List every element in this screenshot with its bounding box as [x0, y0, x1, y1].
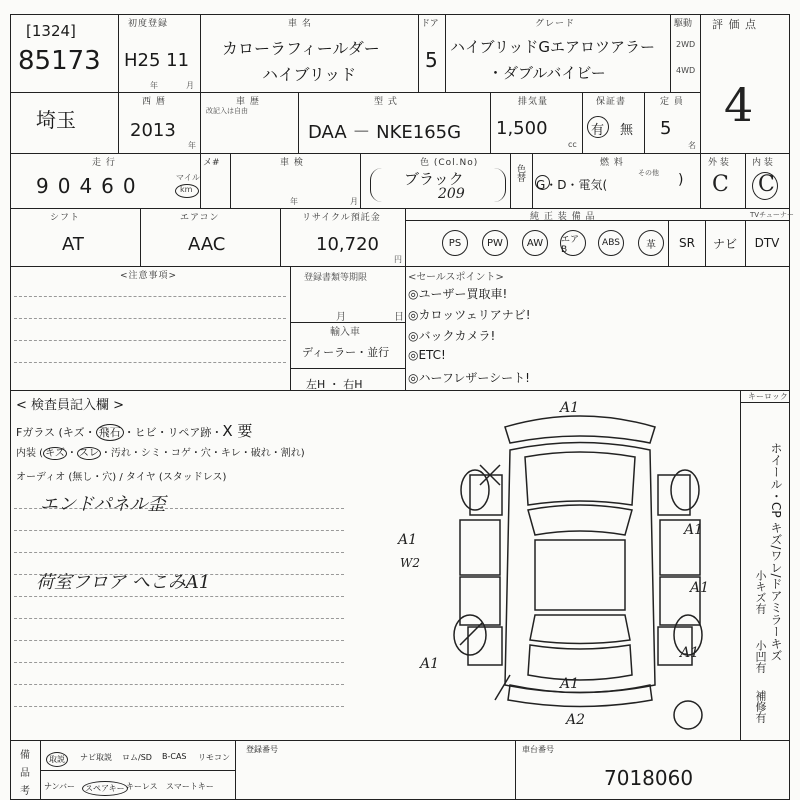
- rear-window: [530, 615, 630, 644]
- roof: [535, 540, 625, 610]
- interior-scratch: キズ: [45, 448, 65, 459]
- damage-mark: A1: [398, 532, 418, 548]
- equip-pw: PW: [482, 230, 508, 256]
- first-reg-value: H25 11: [124, 50, 190, 71]
- col-line: [200, 14, 201, 92]
- handwritten-note-2: 荷室フロア へこみA1: [36, 572, 211, 593]
- caution-label: <注意事項>: [120, 271, 178, 281]
- car-name-line2: ハイブリッド: [262, 65, 357, 84]
- col-line: [700, 153, 701, 208]
- col-line: [290, 266, 291, 390]
- damage-mark: A1: [560, 400, 580, 416]
- rating-label: 評 価 点: [712, 18, 757, 31]
- rule-line: [14, 640, 344, 641]
- grade-label: グレード: [535, 19, 576, 29]
- windshield: [528, 505, 632, 535]
- footer-label-a: 備: [20, 750, 30, 761]
- tire-spare: [674, 701, 702, 729]
- insp-tsuki: 月: [350, 197, 358, 206]
- model-label: 型 式: [374, 97, 398, 107]
- interior-rest: ・汚れ・シミ・コゲ・穴・キレ・破れ・割れ): [100, 448, 305, 459]
- key-lock-label: キーロック: [748, 392, 788, 401]
- footer-spare-key: スペアキー: [82, 781, 128, 796]
- fuel-g-circle: [535, 175, 550, 190]
- col-line: [745, 153, 746, 208]
- tire-front-right: [671, 470, 699, 510]
- col-line: [745, 220, 746, 266]
- sales-point: ◎ハーフレザーシート!: [408, 371, 530, 385]
- rule-line: [14, 706, 344, 707]
- chassis-number: 7018060: [604, 766, 694, 790]
- drive-2wd: 2WD: [676, 40, 696, 49]
- fuel-close: ): [678, 172, 684, 188]
- seireki-nen: 年: [188, 141, 196, 150]
- damage-mark: A1: [690, 580, 710, 596]
- car-body: [505, 443, 655, 693]
- exterior-label: 外 装: [708, 158, 729, 168]
- car-diagram: [440, 395, 730, 740]
- footer-label-b: 品: [20, 768, 30, 779]
- equip-aw: AW: [522, 230, 548, 256]
- color-paren: [370, 168, 506, 202]
- footer-rom-sd: ロム/SD: [122, 753, 152, 762]
- chassis-label: 車台番号: [522, 745, 554, 754]
- row-line: [10, 740, 790, 741]
- color-number: 209: [438, 186, 465, 202]
- front-bumper: [505, 416, 655, 443]
- seireki-value: 2013: [130, 120, 176, 141]
- rule-line: [14, 340, 286, 341]
- interior-sep: ・: [66, 448, 77, 459]
- mileage-unit-mile: マイル: [176, 173, 200, 182]
- dealer-option: ディーラー・並行: [302, 346, 390, 359]
- fglass-a: Fガラス (キズ・: [16, 426, 96, 439]
- col-line: [230, 153, 231, 208]
- capacity-value: 5: [660, 118, 672, 139]
- col-line: [235, 740, 236, 800]
- footer-label-c: 考: [20, 786, 30, 797]
- col-line: [118, 92, 119, 153]
- ac-value: AAC: [188, 234, 226, 255]
- drive-label: 駆動: [674, 19, 693, 29]
- footer-remote: リモコン: [198, 753, 230, 762]
- lot-number: [1324]: [26, 22, 76, 40]
- model-value: DAA － NKE165G: [308, 122, 462, 143]
- cc-label: 排気量: [518, 97, 549, 107]
- capacity-label: 定 員: [660, 97, 684, 107]
- inspector-title: < 検査員記入欄 >: [16, 398, 125, 413]
- sales-point: ◎ETC!: [408, 348, 446, 362]
- cc-unit: cc: [568, 140, 577, 149]
- damage-mark: W2: [400, 556, 420, 570]
- col-line: [532, 153, 533, 208]
- interior-a: 内装 (: [16, 448, 44, 459]
- car-name-label: 車 名: [288, 19, 312, 29]
- equip-dtv: DTV: [754, 236, 780, 250]
- rule-line: [14, 530, 344, 531]
- equip-abs: ABS: [598, 230, 624, 256]
- col-line: [490, 92, 491, 153]
- fglass-line: [16, 420, 252, 441]
- col-line: [280, 208, 281, 266]
- iro-label: 色替: [515, 164, 525, 182]
- damage-mark: A1: [560, 676, 580, 692]
- col-line: [405, 208, 406, 266]
- interior-circle: [752, 172, 778, 200]
- fglass-chip: 飛石: [96, 424, 124, 441]
- left-fender: [470, 475, 502, 515]
- shift-label: シフト: [50, 213, 81, 223]
- color-value: ブラック: [404, 170, 464, 188]
- rule-line: [14, 362, 286, 363]
- col-line: [510, 153, 511, 208]
- equip-label: 純 正 装 備 品: [530, 212, 596, 222]
- row-line: [10, 266, 790, 267]
- sales-point: ◎ユーザー買取車!: [408, 287, 508, 301]
- inspection-label: 車 検: [280, 158, 304, 168]
- rear-deck: [528, 645, 632, 680]
- col-line: [582, 92, 583, 153]
- row-line: [10, 153, 790, 154]
- color-label: 色 (Col.No): [420, 158, 479, 168]
- interior-rub: スレ: [78, 448, 99, 459]
- doors-value: 5: [425, 48, 438, 72]
- col-line: [445, 14, 446, 92]
- side-note-text: ホイール・CP キズ/ワレ/ドアミラーキズ: [769, 442, 783, 662]
- row-line: [290, 368, 405, 369]
- grade-line1: ハイブリッドGエアロツアラー: [450, 38, 655, 56]
- col-line: [705, 220, 706, 266]
- hood: [525, 452, 635, 505]
- recycle-unit: 円: [394, 255, 402, 264]
- recycle-label: リサイクル預託金: [302, 213, 381, 223]
- row-line: [40, 770, 235, 771]
- damage-mark: A2: [566, 712, 586, 728]
- rule-line: [14, 596, 344, 597]
- month-label: 月: [186, 81, 194, 90]
- col-line: [140, 208, 141, 266]
- col-line: [670, 14, 671, 92]
- fglass-need: X 要: [222, 422, 253, 440]
- equip-navi: ナビ: [712, 236, 737, 251]
- footer-keyless: キーレス: [126, 782, 158, 791]
- col-line: [644, 92, 645, 153]
- sales-point: ◎バックカメラ!: [408, 329, 496, 343]
- col-line: [405, 266, 406, 390]
- fuel-value: G・D・電気(: [536, 178, 608, 192]
- doors-label: ドア: [421, 19, 439, 29]
- footer-navi-manual: ナビ取説: [80, 753, 112, 762]
- damage-mark: A1: [420, 656, 440, 672]
- year-label: 年: [150, 81, 158, 90]
- warranty-yes: 有: [591, 123, 605, 138]
- side-note-small-scratch: 小キズ有: [754, 570, 767, 614]
- rule-line: [14, 684, 344, 685]
- equip-leather: 革: [638, 230, 664, 256]
- col-line: [298, 92, 299, 153]
- rule-line: [14, 662, 344, 663]
- fuel-label: 燃 料: [600, 158, 624, 168]
- footer-manual: 取説: [46, 752, 68, 767]
- mileage-label: 走 行: [92, 158, 116, 168]
- interior-value: C: [758, 172, 775, 197]
- auction-number: 85173: [18, 46, 101, 76]
- col-line: [360, 153, 361, 208]
- row-line: [405, 220, 790, 221]
- left-rear-door: [460, 577, 500, 625]
- first-reg-label: 初度登録: [128, 19, 169, 29]
- docs-day: 日: [394, 312, 404, 323]
- reg-number-label: 登録番号: [246, 745, 278, 754]
- meter-label: メ#: [203, 158, 220, 168]
- rule-line: [14, 318, 286, 319]
- import-label: 車 歴: [236, 97, 260, 107]
- shift-value: AT: [62, 234, 84, 255]
- warranty-no: 無: [620, 123, 634, 138]
- audio-tire-line: オーディオ (無し・穴) / タイヤ (スタッドレス): [16, 472, 227, 483]
- docs-label: 登録書類等期限: [304, 273, 368, 283]
- sales-point: ◎カロッツェリアナビ!: [408, 308, 531, 322]
- rule-line: [14, 296, 286, 297]
- col-line: [418, 14, 419, 92]
- fuel-other: その他: [638, 169, 659, 177]
- sales-label: <セールスポイント>: [408, 272, 504, 283]
- rule-line: [14, 618, 344, 619]
- rating-value: 4: [724, 78, 754, 132]
- row-line: [10, 208, 790, 209]
- col-line: [200, 153, 201, 208]
- row-line: [740, 402, 790, 403]
- equip-ps: PS: [442, 230, 468, 256]
- warranty-label: 保証書: [596, 97, 627, 107]
- interior-label: 内 装: [752, 158, 773, 168]
- import-car-label: 輸入車: [330, 327, 360, 338]
- mileage-value: 90460: [36, 174, 145, 198]
- col-line: [668, 220, 669, 266]
- exterior-value: C: [712, 172, 729, 197]
- insp-nen: 年: [290, 197, 298, 206]
- damage-mark: A1: [684, 522, 704, 538]
- capacity-unit: 名: [688, 141, 696, 150]
- tire-front-left: [461, 470, 489, 510]
- fglass-c: ・ヒビ・リペア跡・: [123, 426, 223, 439]
- row-line: [10, 92, 700, 93]
- col-line: [700, 14, 701, 153]
- cc-value: 1,500: [496, 118, 548, 139]
- grade-line2: ・ダブルバイビー: [488, 64, 606, 82]
- damage-mark: A1: [680, 645, 700, 661]
- import-sub: 改記入は自由: [206, 107, 248, 115]
- prefecture: 埼玉: [36, 108, 76, 132]
- footer-number: ナンバー: [44, 782, 76, 791]
- handwritten-note-1: エンドパネル歪: [40, 494, 166, 515]
- equip-sr: SR: [679, 236, 695, 250]
- right-fender: [658, 475, 690, 515]
- row-line: [10, 390, 790, 391]
- interior-line: [16, 444, 305, 459]
- col-line: [200, 92, 201, 153]
- side-note-small-dent: 小凹有: [754, 640, 767, 673]
- recycle-value: 10,720: [316, 234, 379, 255]
- handle-option: 左H ・ 右H: [306, 378, 363, 391]
- seireki-label: 西 暦: [142, 97, 166, 107]
- col-line: [740, 390, 741, 740]
- footer-smart-key: スマートキー: [166, 782, 214, 791]
- side-note-repair: 補修有: [754, 690, 767, 723]
- col-line: [515, 740, 516, 800]
- rule-line: [14, 552, 344, 553]
- docs-month: 月: [336, 312, 346, 323]
- rear-bumper: [508, 685, 652, 707]
- car-name-line1: カローラフィールダー: [222, 39, 380, 58]
- footer-bcas: B-CAS: [162, 752, 187, 761]
- drive-4wd: 4WD: [676, 66, 696, 75]
- left-front-door: [460, 520, 500, 575]
- tuner-label: TVチューナー: [750, 211, 794, 219]
- mileage-unit-km: km: [180, 185, 193, 194]
- equip-airbag: エアB: [560, 230, 586, 256]
- col-line: [118, 14, 119, 92]
- ac-label: エアコン: [180, 213, 220, 223]
